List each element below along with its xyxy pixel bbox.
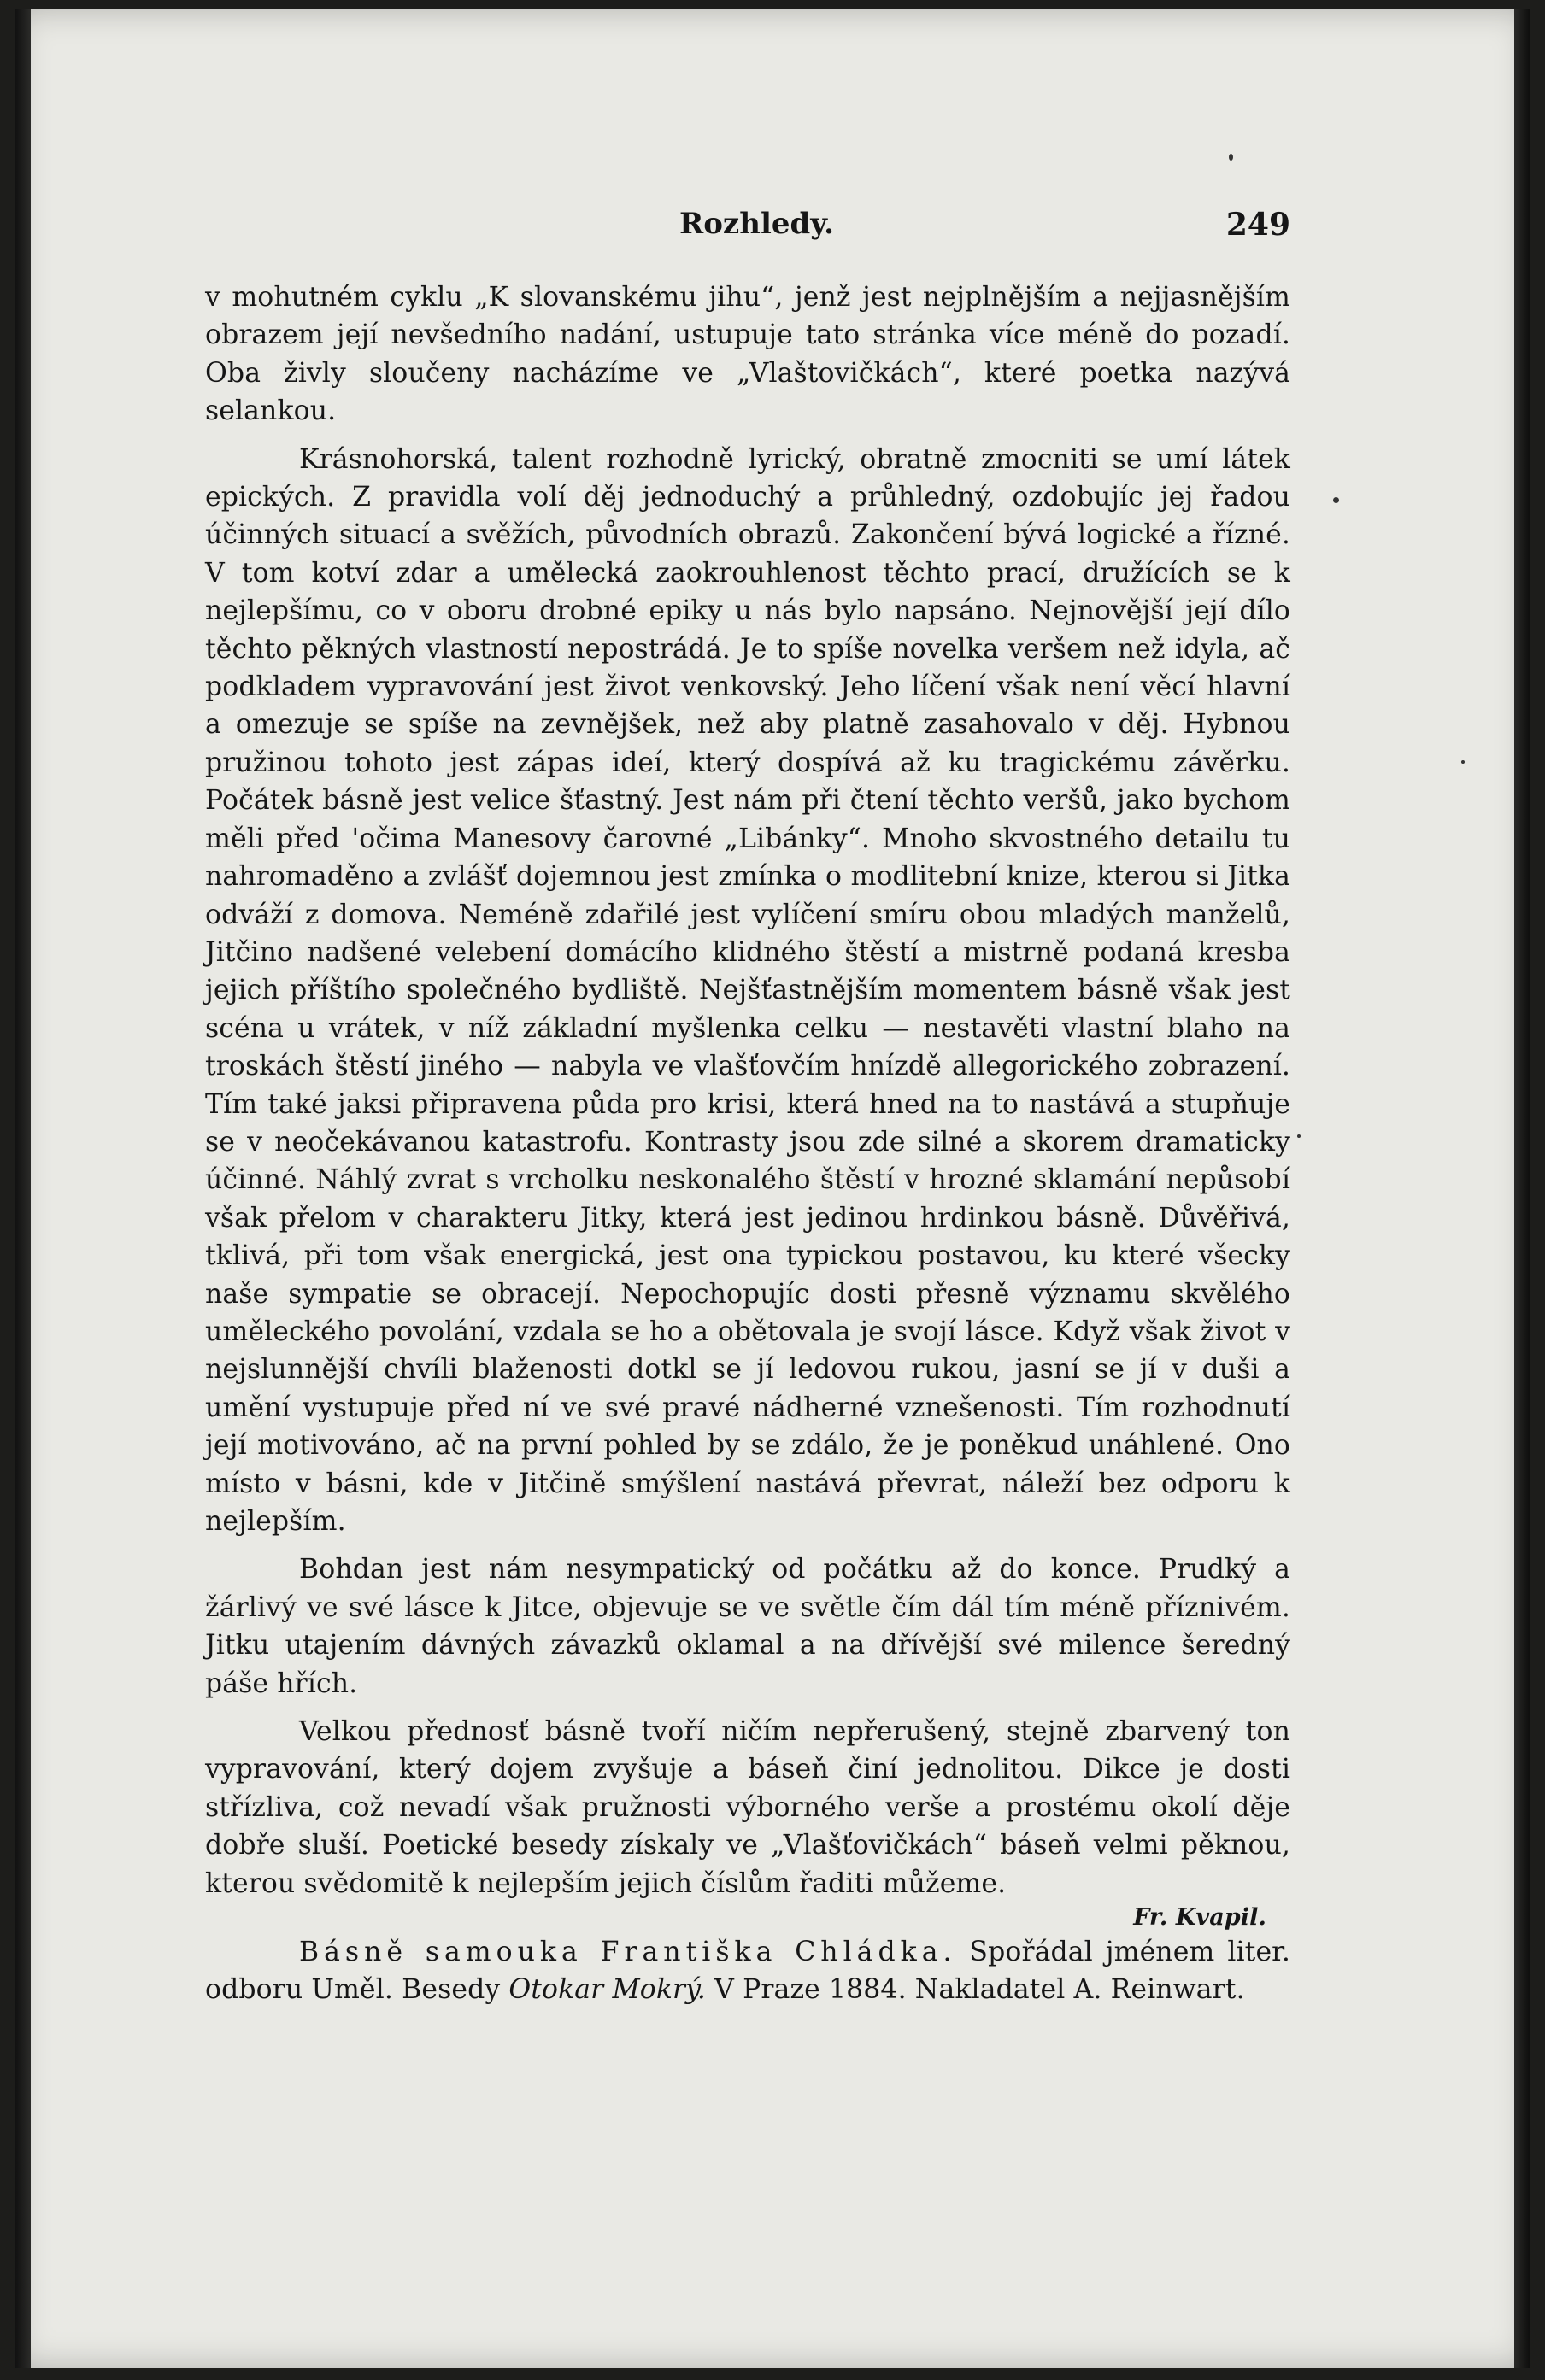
paragraph: Krásnohorská, talent rozhodně lyrický, obratně zmocniti se umí látek epických. Z pravidla volí děj jednoduchý a průhledný, ozdobujíc jej řadou účinných situací a svěžích, původních obrazů. Zakončení bývá logické a řízné. V tom kotví zdar a umělecká zaokrouhlenost těchto prací, družících se k nejlepšímu, co v oboru drobné epiky u nás bylo napsáno. Nejnovější její dílo těchto pěkných vlastností nepostrádá. Je to spíše novelka veršem než idyla, ač podkladem vypravování jest život venkovský. Jeho líčení však není věcí hlavní a omezuje se spíše na zevnějšek, než aby platně zasahovalo v děj. Hybnou pružinou tohoto jest zápas ideí, který dospívá až ku tragickému závěrku. Počátek básně jest velice šťastný. Jest nám při čtení těchto veršů, jako bychom měli před 'očima Manesovy čarovné „Libánky“. Mnoho skvostného detailu tu nahromaděno a zvlášť dojemnou jest zmínka o modlitební knize, kterou si Jitka odváží z domova. Neméně zdařilé jest vylíčení smíru obou mladých manželů, Jitčino nadšené velebení domácího klidného štěstí a mistrně podaná kresba jejich příštího společného bydliště. Nejšťastnějším momentem básně však jest scéna u vrátek, v níž základní myšlenka celku — nestavěti vlastní blaho na troskách štěstí jiného — nabyla ve vlašťovčím hnízdě allegorického zobrazení. Tím také jaksi připravena půda pro krisi, která hned na to nastává a stupňuje se v neočekávanou katastrofu. Kontrasty jsou zde silné a skorem dramaticky účinné. Náhlý zvrat s vrcholku neskonalého štěstí v hrozné sklamání nepůsobí však přelom v charakteru Jitky, která jest jedinou hrdinkou básně. Důvěřivá, tklivá, při tom však energická, jest ona typickou postavou, ku které všecky naše sympatie se obracejí. Nepochopujíc dosti přesně významu skvělého uměleckého povolání, vzdala se ho a obětovala je svojí lásce. Když však život v nejslunnější chvíli blaženosti dotkl se jí ledovou rukou, jasní se jí v duši a umění vystupuje před ní ve své pravé nádherné vznešenosti. Tím rozhodnutí její motivováno, ač na první pohled by se zdálo, že je poněkud unáhlené. Ono místo v básni, kde v Jitčině smýšlení nastává převrat, náleží bez odporu k nejlepším. [205,443,1290,1537]
paragraph: v mohutném cyklu „K slovanskému jihu“, jenž jest nejplnějším a nejjasnějším obrazem její nevšedního nadání, ustupuje tato stránka více méně do pozadí. Oba živly sloučeny nacházíme ve „Vlaštovičkách“, které poetka nazývá selankou. [205,282,1290,427]
signature: Fr. Kvapil. [1133,1904,1266,1932]
review-entry [205,1933,1290,2009]
paper-speck [1297,1134,1301,1138]
paper-speck [1229,154,1233,161]
paragraph: Velkou přednosť básně tvoří ničím nepřerušený, stejně zbarvený ton vypravování, který dojem zvyšuje a báseň činí jednolitou. Dikce je dosti střízliva, což nevadí však pružnosti výborného verše a prostému okolí děje dobře sluší. Poetické besedy získaly ve „Vlašťovičkách“ báseň velmi pěknou, kterou svědomitě k nejlepším jejich číslům řaditi můžeme. [205,1716,1290,1899]
page-left-edge [15,9,31,2368]
running-head-title: Rozhledy. [679,207,834,241]
review-editor: Otokar Mokrý. [508,1974,707,2006]
review-text: V Praze 1884. Nakladatel A. Reinwart. [706,1974,1245,2006]
paper-speck [1461,760,1465,764]
text-block [205,207,1290,2009]
review-title: Básně samouka Františka Chládka. [299,1937,957,1968]
page-sheet [15,9,1530,2368]
page-right-edge [1514,9,1530,2368]
paper-speck [1333,497,1339,503]
paragraph: Bohdan jest nám nesympatický od počátku až do konce. Prudký a žárlivý ve své lásce k Jitce, objevuje se ve světle čím dál tím méně příznivém. Jitku utajením dávných závazků oklamal a na dřívější své milence šeredný páše hřích. [205,1554,1290,1699]
running-head [205,207,1290,258]
review-text: Spořádal jménem liter. odboru Uměl. Besedy [205,1937,1290,2006]
body-text [205,278,1290,2009]
page-number: 249 [1225,207,1290,243]
